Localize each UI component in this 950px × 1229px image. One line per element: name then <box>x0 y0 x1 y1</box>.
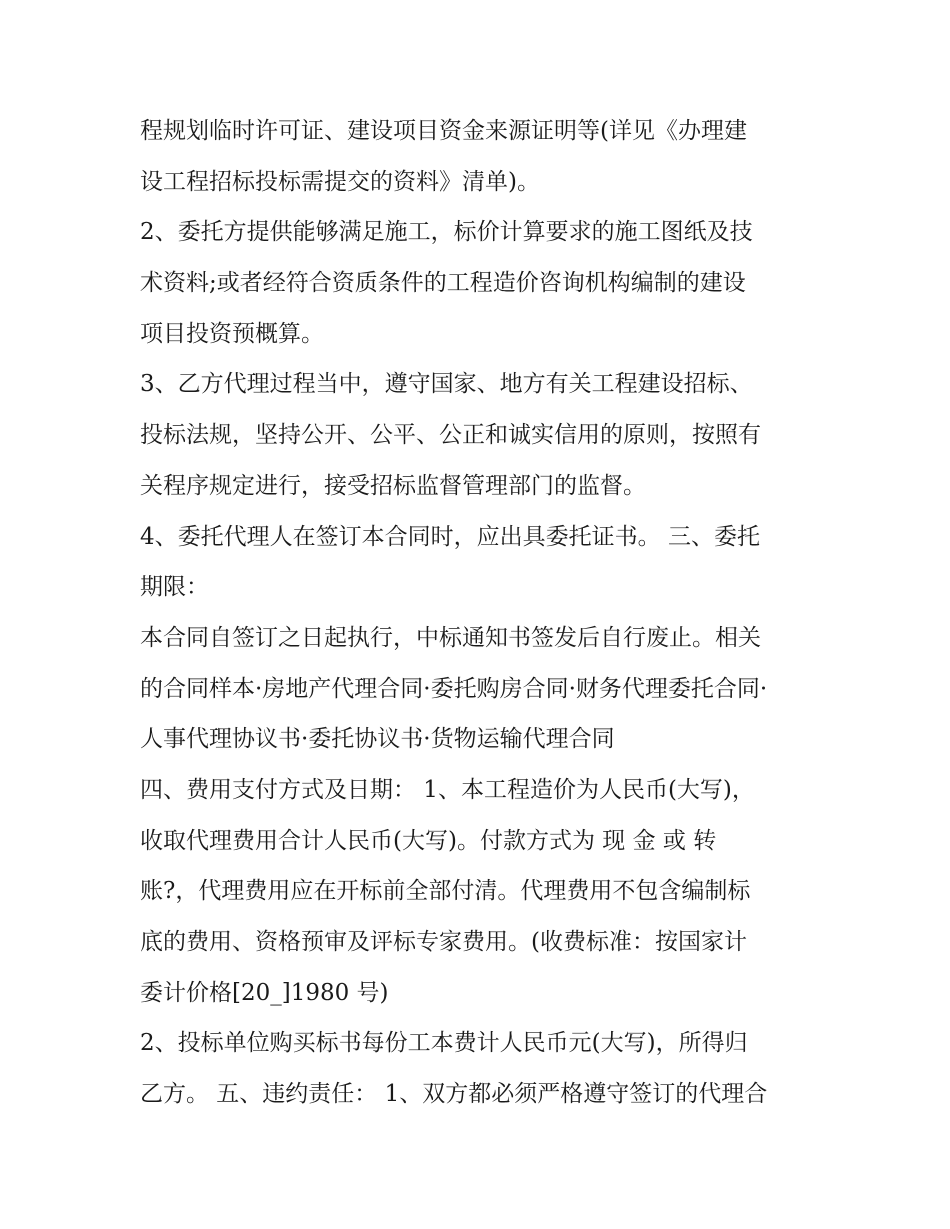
text-line: 项目投资预概算。 <box>140 320 324 347</box>
text-line: 底的费用、资格预审及评标专家费用。(收费标准：按国家计 <box>140 929 747 955</box>
text-line: 程规划临时许可证、建设项目资金来源证明等(详见《办理建 <box>140 118 747 144</box>
text-line: 本合同自签订之日起执行，中标通知书签发后自行废止。相关 <box>140 624 761 651</box>
text-line: 2、投标单位购买标书每份工本费计人民币元(大写)，所得归 <box>140 1030 748 1057</box>
text-line: 4、委托代理人在签订本合同时，应出具委托证书。 三、委托 <box>140 523 760 550</box>
text-line: 2、委托方提供能够满足施工，标价计算要求的施工图纸及技 <box>140 219 753 246</box>
text-line: 人事代理协议书·委托协议书·货物运输代理合同 <box>140 726 615 753</box>
text-line: 收取代理费用合计人民币(大写)。付款方式为 现 金 或 转 <box>140 827 717 854</box>
text-line: 术资料;或者经符合资质条件的工程造价咨询机构编制的建设 <box>140 270 746 297</box>
text-line: 期限： <box>140 574 209 601</box>
text-line: 四、费用支付方式及日期： 1、本工程造价为人民币(大写)， <box>140 776 755 803</box>
document-body <box>140 106 820 1120</box>
text-line: 3、乙方代理过程当中，遵守国家、地方有关工程建设招标、 <box>140 371 753 398</box>
text-line: 委计价格[20_]1980 号) <box>140 979 389 1006</box>
text-line: 投标法规，坚持公开、公平、公正和诚实信用的原则，按照有 <box>140 422 761 449</box>
text-line: 账?，代理费用应在开标前全部付清。代理费用不包含编制标 <box>140 878 751 905</box>
text-line: 关程序规定进行，接受招标监督管理部门的监督。 <box>140 472 646 499</box>
text-line: 设工程招标投标需提交的资料》清单)。 <box>140 168 540 195</box>
text-line: 的合同样本·房地产代理合同·委托购房合同·财务代理委托合同· <box>140 675 768 702</box>
text-line: 乙方。 五、违约责任： 1、双方都必须严格遵守签订的代理合 <box>140 1081 768 1108</box>
